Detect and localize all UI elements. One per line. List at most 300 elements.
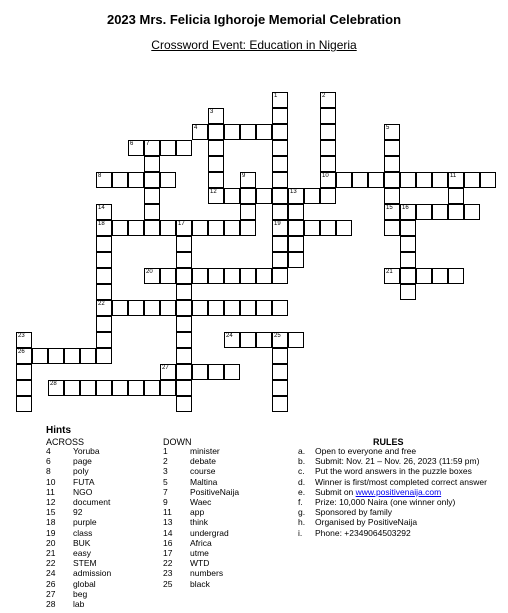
crossword-cell[interactable] [240, 124, 256, 140]
clue-item [163, 558, 209, 568]
crossword-cell[interactable] [192, 300, 208, 316]
clue-item [46, 528, 92, 538]
crossword-cell[interactable] [272, 140, 288, 156]
rule-item [298, 497, 455, 507]
crossword-cell[interactable] [240, 300, 256, 316]
clue-item [163, 548, 209, 558]
crossword-cell[interactable] [176, 220, 192, 236]
crossword-cell[interactable] [208, 268, 224, 284]
crossword-cell[interactable] [208, 124, 224, 140]
crossword-cell[interactable] [96, 380, 112, 396]
rule-text: Prize: 10,000 Naira (one winner only) [315, 497, 456, 507]
crossword-cell[interactable] [96, 284, 112, 300]
crossword-cell[interactable] [384, 140, 400, 156]
rule-item [298, 517, 417, 527]
cell-number: 28 [50, 381, 57, 387]
clue-number: 22 [46, 558, 56, 569]
clue-item [46, 548, 91, 558]
crossword-cell[interactable] [272, 348, 288, 364]
clue-item [46, 558, 97, 568]
page-subtitle: Crossword Event: Education in Nigeria [151, 38, 357, 52]
cell-number: 25 [274, 333, 281, 339]
crossword-cell[interactable] [400, 236, 416, 252]
cell-number: 8 [98, 173, 102, 179]
crossword-cell[interactable] [288, 252, 304, 268]
rule-text: Submit on [315, 486, 356, 497]
clue-item [163, 446, 220, 456]
crossword-cell[interactable] [432, 268, 448, 284]
crossword-cell[interactable] [448, 268, 464, 284]
crossword-cell[interactable] [400, 284, 416, 300]
cell-number: 16 [402, 205, 409, 211]
crossword-cell[interactable] [256, 268, 272, 284]
clue-number: 20 [46, 537, 56, 548]
cell-number: 27 [162, 365, 169, 371]
crossword-cell[interactable] [224, 268, 240, 284]
clue-word: purple [73, 517, 97, 528]
crossword-cell[interactable] [464, 204, 480, 220]
crossword-cell[interactable] [416, 204, 432, 220]
crossword-cell[interactable] [320, 108, 336, 124]
cell-number: 2 [322, 93, 326, 99]
crossword-cell[interactable] [144, 140, 160, 156]
crossword-cell[interactable] [336, 220, 352, 236]
crossword-cell[interactable] [272, 252, 288, 268]
crossword-cell[interactable] [96, 316, 112, 332]
crossword-cell[interactable] [16, 364, 32, 380]
clue-item [163, 477, 217, 487]
crossword-cell[interactable] [176, 284, 192, 300]
crossword-cell[interactable] [272, 108, 288, 124]
clue-number: 5 [163, 476, 168, 487]
clue-number: 6 [46, 456, 51, 467]
crossword-cell[interactable] [96, 236, 112, 252]
clue-number: 11 [46, 486, 55, 497]
crossword-cell[interactable] [208, 188, 224, 204]
crossword-cell[interactable] [80, 380, 96, 396]
clue-item [46, 568, 111, 578]
cell-number: 6 [130, 141, 134, 147]
clue-word: easy [73, 548, 91, 558]
crossword-cell[interactable] [48, 348, 64, 364]
crossword-cell[interactable] [192, 268, 208, 284]
crossword-cell[interactable] [432, 172, 448, 188]
crossword-cell[interactable] [288, 332, 304, 348]
crossword-cell[interactable] [448, 172, 464, 188]
crossword-cell[interactable] [400, 268, 416, 284]
cell-number: 13 [290, 189, 297, 195]
crossword-cell[interactable] [208, 108, 224, 124]
rule-text: Sponsored by family [315, 507, 393, 518]
crossword-cell[interactable] [240, 268, 256, 284]
crossword-cell[interactable] [416, 268, 432, 284]
cell-number: 26 [18, 349, 25, 355]
crossword-cell[interactable] [144, 300, 160, 316]
across-heading: ACROSS [46, 437, 85, 447]
clue-number: 25 [163, 578, 173, 589]
crossword-cell[interactable] [256, 188, 272, 204]
crossword-cell[interactable] [176, 268, 192, 284]
crossword-cell[interactable] [272, 364, 288, 380]
crossword-cell[interactable] [336, 172, 352, 188]
crossword-cell[interactable] [368, 172, 384, 188]
crossword-cell[interactable] [144, 156, 160, 172]
clue-number: 3 [163, 466, 168, 477]
clue-number: 28 [46, 599, 56, 609]
clue-number: 1 [163, 446, 168, 456]
rule-text: Submit: Nov. 21 – Nov. 26, 2023 (11:59 pm) [315, 456, 480, 467]
hints-title: Hints [46, 425, 71, 436]
crossword-cell[interactable] [208, 172, 224, 188]
clue-number: 13 [163, 517, 173, 528]
crossword-cell[interactable] [240, 332, 256, 348]
crossword-cell[interactable] [112, 300, 128, 316]
crossword-cell[interactable] [272, 236, 288, 252]
crossword-cell[interactable] [416, 172, 432, 188]
clue-word: beg [73, 588, 88, 599]
crossword-cell[interactable] [96, 268, 112, 284]
rule-item [298, 487, 441, 497]
crossword-cell[interactable] [272, 124, 288, 140]
clue-item [163, 538, 212, 548]
cell-number: 14 [98, 205, 105, 211]
crossword-cell[interactable] [96, 252, 112, 268]
clue-item [46, 487, 92, 497]
clue-number: 8 [46, 466, 51, 477]
crossword-cell[interactable] [176, 316, 192, 332]
clue-number: 21 [46, 548, 56, 558]
rule-item [298, 477, 487, 487]
crossword-cell[interactable] [208, 300, 224, 316]
crossword-cell[interactable] [128, 172, 144, 188]
crossword-cell[interactable] [480, 172, 496, 188]
crossword-cell[interactable] [192, 124, 208, 140]
rule-letter: a. [298, 446, 306, 456]
crossword-cell[interactable] [320, 156, 336, 172]
clue-number: 15 [46, 507, 56, 518]
crossword-cell[interactable] [224, 332, 240, 348]
clue-item [163, 507, 204, 517]
crossword-cell[interactable] [96, 348, 112, 364]
clue-number: 14 [163, 527, 173, 538]
crossword-cell[interactable] [208, 220, 224, 236]
clue-word: think [190, 517, 208, 528]
crossword-cell[interactable] [176, 236, 192, 252]
cell-number: 22 [98, 301, 105, 307]
clue-word: minister [190, 446, 220, 456]
crossword-cell[interactable] [160, 140, 176, 156]
rule-text: Put the word answers in the puzzle boxes [315, 466, 472, 477]
clue-item [163, 579, 210, 589]
crossword-cell[interactable] [448, 204, 464, 220]
cell-number: 4 [194, 125, 198, 131]
crossword-cell[interactable] [448, 188, 464, 204]
rule-text: Winner is first/most completed correct answer [315, 476, 487, 487]
crossword-cell[interactable] [288, 220, 304, 236]
clue-item [46, 497, 110, 507]
cell-number: 1 [274, 93, 278, 99]
clue-word: NGO [73, 486, 93, 497]
crossword-cell[interactable] [128, 300, 144, 316]
crossword-cell[interactable] [224, 124, 240, 140]
crossword-cell[interactable] [64, 380, 80, 396]
clue-number: 18 [46, 517, 56, 528]
rule-letter: e. [298, 486, 306, 497]
clue-number: 22 [163, 558, 173, 569]
clue-word: undergrad [190, 527, 229, 538]
crossword-cell[interactable] [240, 188, 256, 204]
crossword-cell[interactable] [240, 204, 256, 220]
clue-item [46, 466, 89, 476]
crossword-cell[interactable] [272, 268, 288, 284]
rule-text: Phone: +2349064503292 [315, 527, 411, 538]
clue-number: 23 [163, 568, 173, 579]
clue-word: admission [73, 568, 112, 579]
rule-text: Open to everyone and free [315, 446, 417, 456]
down-heading: DOWN [163, 437, 192, 447]
crossword-cell[interactable] [320, 188, 336, 204]
rule-letter: b. [298, 456, 306, 467]
clue-word: numbers [190, 568, 224, 579]
crossword-cell[interactable] [272, 188, 288, 204]
clue-number: 10 [46, 476, 56, 487]
crossword-cell[interactable] [224, 220, 240, 236]
clue-number: 11 [163, 507, 172, 518]
clue-item [46, 538, 90, 548]
clue-word: STEM [73, 558, 97, 569]
crossword-cell[interactable] [144, 188, 160, 204]
crossword-cell[interactable] [272, 156, 288, 172]
clue-word: BUK [73, 537, 91, 548]
cell-number: 12 [210, 189, 217, 195]
rule-letter: d. [298, 476, 306, 487]
crossword-cell[interactable] [176, 300, 192, 316]
crossword-cell[interactable] [96, 204, 112, 220]
crossword-cell[interactable] [384, 204, 400, 220]
crossword-cell[interactable] [272, 172, 288, 188]
clue-word: FUTA [73, 476, 95, 487]
cell-number: 5 [386, 125, 390, 131]
crossword-cell[interactable] [288, 204, 304, 220]
clue-word: Waec [190, 497, 212, 507]
crossword-cell[interactable] [16, 380, 32, 396]
cell-number: 23 [18, 333, 25, 339]
crossword-cell[interactable] [320, 140, 336, 156]
crossword-cell[interactable] [112, 220, 128, 236]
crossword-cell[interactable] [240, 220, 256, 236]
crossword-cell[interactable] [192, 364, 208, 380]
clue-number: 17 [163, 548, 173, 558]
cell-number: 24 [226, 333, 233, 339]
clue-number: 16 [163, 537, 173, 548]
crossword-cell[interactable] [224, 300, 240, 316]
crossword-cell[interactable] [160, 220, 176, 236]
crossword-cell[interactable] [160, 380, 176, 396]
crossword-cell[interactable] [240, 172, 256, 188]
cell-number: 7 [146, 141, 150, 147]
crossword-cell[interactable] [384, 268, 400, 284]
crossword-cell[interactable] [144, 380, 160, 396]
crossword-cell[interactable] [320, 172, 336, 188]
cell-number: 10 [322, 173, 329, 179]
crossword-cell[interactable] [224, 364, 240, 380]
crossword-cell[interactable] [272, 332, 288, 348]
clue-item [46, 456, 92, 466]
cell-number: 20 [146, 269, 153, 275]
crossword-cell[interactable] [400, 172, 416, 188]
crossword-cell[interactable] [384, 172, 400, 188]
crossword-cell[interactable] [272, 204, 288, 220]
clue-number: 27 [46, 588, 56, 599]
cell-number: 18 [98, 221, 105, 227]
clue-item [46, 477, 95, 487]
crossword-cell[interactable] [304, 188, 320, 204]
crossword-cell[interactable] [160, 268, 176, 284]
clue-word: app [190, 507, 205, 518]
rule-text: Organised by PositiveNaija [315, 517, 418, 528]
crossword-cell[interactable] [160, 300, 176, 316]
crossword-cell[interactable] [144, 220, 160, 236]
crossword-cell[interactable] [208, 364, 224, 380]
clue-item [163, 456, 216, 466]
clue-item [46, 446, 100, 456]
crossword-cell[interactable] [176, 140, 192, 156]
crossword-cell[interactable] [160, 172, 176, 188]
crossword-cell[interactable] [176, 396, 192, 412]
rule-item [298, 507, 392, 517]
crossword-cell[interactable] [128, 140, 144, 156]
crossword-cell[interactable] [304, 220, 320, 236]
crossword-cell[interactable] [16, 396, 32, 412]
crossword-cell[interactable] [400, 252, 416, 268]
crossword-cell[interactable] [272, 300, 288, 316]
clue-word: lab [73, 599, 85, 609]
clue-word: WTD [190, 558, 210, 569]
crossword-cell[interactable] [400, 220, 416, 236]
crossword-cell[interactable] [48, 380, 64, 396]
clue-number: 19 [46, 527, 56, 538]
crossword-cell[interactable] [224, 188, 240, 204]
crossword-cell[interactable] [160, 364, 176, 380]
crossword-cell[interactable] [64, 348, 80, 364]
crossword-cell[interactable] [16, 332, 32, 348]
crossword-cell[interactable] [112, 172, 128, 188]
clue-item [163, 528, 229, 538]
cell-number: 21 [386, 269, 393, 275]
crossword-cell[interactable] [32, 348, 48, 364]
crossword-cell[interactable] [176, 332, 192, 348]
crossword-cell[interactable] [352, 172, 368, 188]
clue-word: debate [190, 456, 216, 467]
rule-item [298, 456, 479, 466]
clue-number: 24 [46, 568, 56, 579]
crossword-cell[interactable] [464, 172, 480, 188]
crossword-cell[interactable] [16, 348, 32, 364]
clue-item [46, 507, 82, 517]
clue-number: 26 [46, 578, 56, 589]
crossword-cell[interactable] [112, 380, 128, 396]
crossword-cell[interactable] [96, 172, 112, 188]
rule-letter: g. [298, 507, 306, 518]
clue-item [163, 487, 239, 497]
rule-item [298, 446, 416, 456]
crossword-cell[interactable] [96, 332, 112, 348]
crossword-cell[interactable] [320, 124, 336, 140]
crossword-cell[interactable] [384, 188, 400, 204]
rule-item [298, 528, 411, 538]
clue-number: 9 [163, 497, 168, 507]
clue-item [46, 517, 97, 527]
crossword-cell[interactable] [272, 92, 288, 108]
clue-word: utme [190, 548, 209, 558]
cell-number: 11 [450, 173, 457, 179]
clue-word: black [190, 578, 210, 589]
clue-word: document [73, 497, 111, 507]
crossword-cell[interactable] [144, 204, 160, 220]
clue-word: Maltina [190, 476, 218, 487]
crossword-cell[interactable] [176, 364, 192, 380]
crossword-cell[interactable] [288, 236, 304, 252]
crossword-cell[interactable] [384, 156, 400, 172]
clue-word: Yoruba [73, 446, 100, 456]
clue-number: 7 [163, 486, 168, 497]
crossword-cell[interactable] [288, 188, 304, 204]
crossword-cell[interactable] [272, 220, 288, 236]
crossword-cell[interactable] [176, 252, 192, 268]
crossword-cell[interactable] [96, 220, 112, 236]
crossword-cell[interactable] [384, 124, 400, 140]
crossword-cell[interactable] [208, 156, 224, 172]
crossword-cell[interactable] [128, 220, 144, 236]
crossword-cell[interactable] [256, 300, 272, 316]
rule-letter: f. [298, 497, 303, 507]
crossword-cell[interactable] [144, 268, 160, 284]
clue-word: PositiveNaija [190, 486, 240, 497]
crossword-cell[interactable] [176, 380, 192, 396]
crossword-cell[interactable] [256, 332, 272, 348]
crossword-cell[interactable] [272, 396, 288, 412]
crossword-cell[interactable] [400, 204, 416, 220]
crossword-cell[interactable] [432, 204, 448, 220]
rule-letter: i. [298, 527, 303, 538]
crossword-cell[interactable] [96, 300, 112, 316]
clue-item [46, 579, 96, 589]
cell-number: 3 [210, 109, 214, 115]
crossword-cell[interactable] [272, 380, 288, 396]
clue-word: poly [73, 466, 89, 477]
clue-word: 92 [73, 507, 83, 518]
clue-word: Africa [190, 537, 212, 548]
clue-item [46, 599, 84, 609]
cell-number: 15 [386, 205, 393, 211]
crossword-cell[interactable] [320, 220, 336, 236]
rule-item [298, 466, 472, 476]
crossword-cell[interactable] [384, 220, 400, 236]
clue-word: page [73, 456, 92, 467]
crossword-cell[interactable] [320, 92, 336, 108]
crossword-cell[interactable] [176, 348, 192, 364]
crossword-cell[interactable] [208, 140, 224, 156]
crossword-cell[interactable] [192, 220, 208, 236]
crossword-cell[interactable] [80, 348, 96, 364]
clue-word: class [73, 527, 93, 538]
crossword-cell[interactable] [144, 172, 160, 188]
crossword-cell[interactable] [256, 124, 272, 140]
rule-letter: h. [298, 517, 306, 528]
website-link[interactable]: www.positivenaija.com [355, 486, 442, 497]
crossword-cell[interactable] [128, 380, 144, 396]
clue-number: 4 [46, 446, 51, 456]
